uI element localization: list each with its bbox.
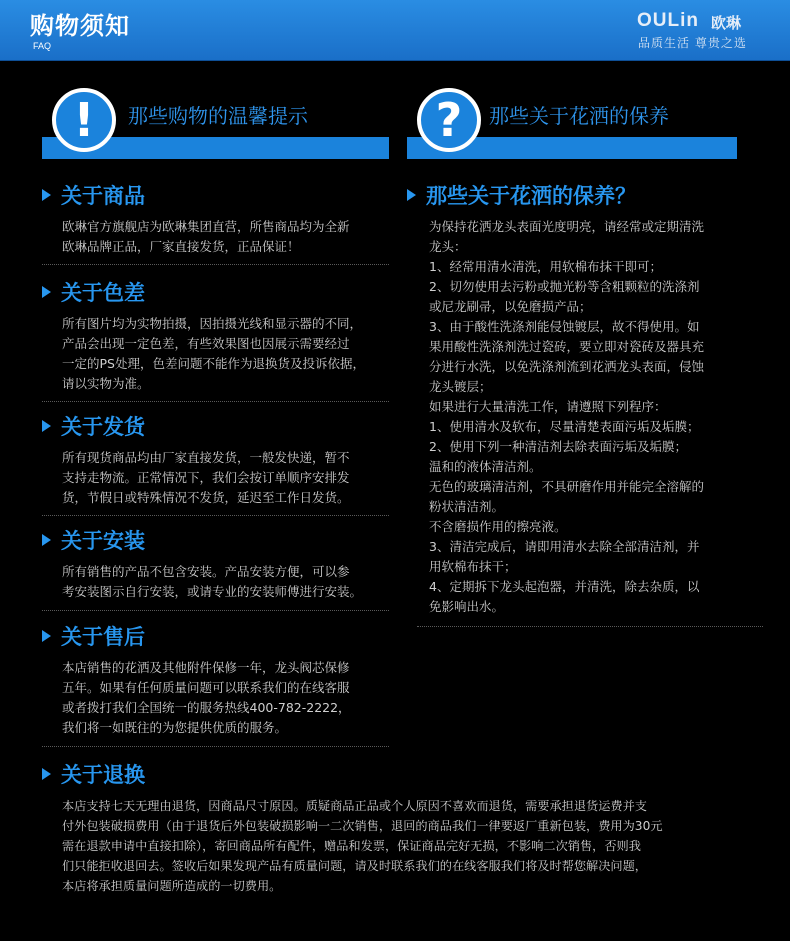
right-banner xyxy=(407,88,737,168)
page-subtitle: FAQ xyxy=(33,41,52,51)
page-title: 购物须知 xyxy=(30,12,130,40)
arrow-right-icon xyxy=(42,286,51,298)
section-body: 本店销售的花洒及其他附件保修一年，龙头阀芯保修 五年。如果有任何质量问题可以联系我们的在线客服 或者拨打我们全国统一的服务热线400-782-2222， 我们将一如既往的为您提供优质的服务。 xyxy=(62,660,351,735)
divider xyxy=(417,626,763,627)
page-header xyxy=(0,0,790,61)
section-body: 所有销售的产品不包含安装。产品安装方便，可以参 考安装图示自行安装，或请专业的安装师傅进行安装。 xyxy=(62,564,363,599)
section-title: 关于发货 xyxy=(42,411,145,441)
section-title: 关于售后 xyxy=(42,621,145,651)
section-body: 所有现货商品均由厂家直接发货，一般发快递，暂不 支持走物流。正常情况下，我们会按订单顺序安排发 货，节假日或特殊情况不发货，延迟至工作日发货。 xyxy=(62,450,350,505)
divider xyxy=(42,610,389,611)
section-title: 关于退换 xyxy=(42,759,145,789)
brand-name: 欧琳 xyxy=(711,14,742,32)
arrow-right-icon xyxy=(42,420,51,432)
exclamation-icon: ! xyxy=(52,88,116,152)
care-body: 为保持花洒龙头表面光度明亮，请经常或定期清洗 龙头： 1、经常用清水清洗，用软棉布抹干即可； 2、切勿使用去污粉或抛光粉等含粗颗粒的洗涤剂 或尼龙刷帚，以免磨损产品； 3、由于酸性洗涤剂能侵蚀镀层，故不得使用。如 果用酸性洗涤剂洗过瓷砖，要立即对瓷砖及器具充 分进行水洗，以免洗涤剂流到花洒龙头表面，侵蚀 龙头镀层； 如果进行大量清洗工作，请遵照下列程序： 1、使用清水及软布，尽量清楚表面污垢及垢膜； 2、使用下列一种清洁剂去除表面污垢及垢膜； 温和的液体清洁剂。 无色的玻璃清洁剂，不具研磨作用并能完全溶解的 粉状清洁剂。 不含磨损作用的擦亮液。 3、清洁完成后，请即用清水去除全部清洁剂，并 用软棉布抹干； 4、定期拆下龙头起泡器，并清洗，除去杂质，以 免影响出水。 xyxy=(429,219,705,614)
banner-title: 那些关于花洒的保养 xyxy=(489,104,669,128)
brand-logo: OULin xyxy=(637,10,699,31)
arrow-right-icon xyxy=(42,534,51,546)
arrow-right-icon xyxy=(407,189,416,201)
divider xyxy=(42,746,389,747)
banner-title: 那些购物的温馨提示 xyxy=(128,104,308,128)
brand-tagline: 品质生活 尊贵之选 xyxy=(638,36,747,50)
section-title: 关于商品 xyxy=(42,180,145,210)
section-body: 所有图片均为实物拍摄，因拍摄光线和显示器的不同， 产品会出现一定色差，有些效果图也因展示需要经过 一定的PS处理，色差问题不能作为退换货及投诉依据， 请以实物为准。 xyxy=(62,316,365,391)
care-title: 那些关于花洒的保养？ xyxy=(407,180,636,210)
arrow-right-icon xyxy=(42,189,51,201)
arrow-right-icon xyxy=(42,768,51,780)
divider xyxy=(42,515,389,516)
arrow-right-icon xyxy=(42,630,51,642)
section-title: 关于安装 xyxy=(42,525,145,555)
divider xyxy=(42,401,389,402)
section-body: 欧琳官方旗舰店为欧琳集团直营，所售商品均为全新 欧琳品牌正品，厂家直接发货，正品保证！ xyxy=(62,219,350,254)
question-icon: ? xyxy=(417,88,481,152)
section-title: 关于色差 xyxy=(42,277,145,307)
section-body: 本店支持七天无理由退货，因商品尺寸原因。质疑商品正品或个人原因不喜欢而退货，需要承担退货运费并支 付外包装破损费用（由于退货后外包装破损影响一二次销售，退回的商品我们一律要返厂重新包装，费用为30元 需在退款申请中直接扣除），寄回商品所有配件，赠品和发票，保证商品完好无损，不影响二次销售，否则我 们只能拒收退回去。签收后如果发现产品有质量问题，请及时联系我们的在线客服我们将及时帮您解决问题， 本店将承担质量问题所造成的一切费用。 xyxy=(62,799,663,893)
left-banner xyxy=(42,88,389,168)
divider xyxy=(42,264,389,265)
